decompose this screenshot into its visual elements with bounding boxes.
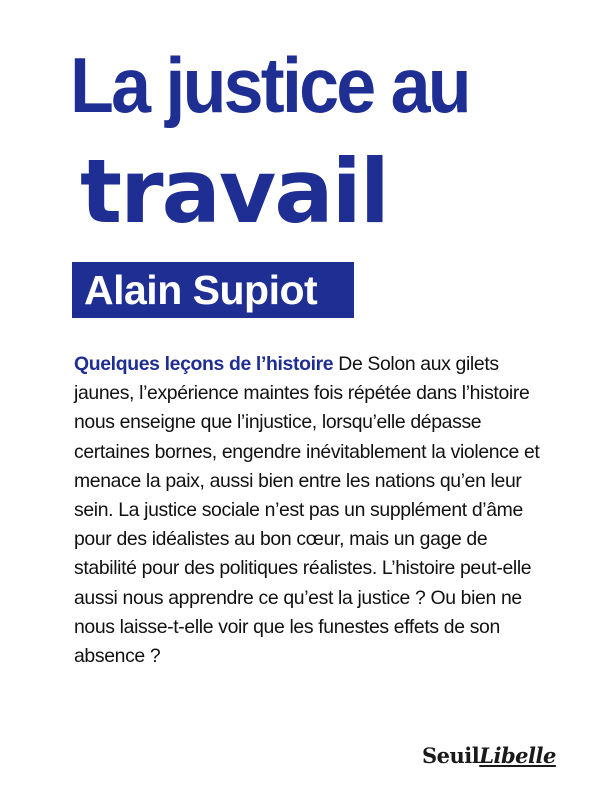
title-line-1: La justice au: [70, 41, 469, 129]
publisher-logo: [422, 744, 556, 768]
back-blurb: [74, 350, 554, 671]
author-name: Alain Supiot: [84, 267, 318, 313]
publisher-name: Seuil: [422, 743, 480, 768]
blurb-body: De Solon aux gilets jaunes, l’expérience maintes fois répétée dans l’histoire nous enseigne que l’injustice, lorsqu’elle dépasse certaines bornes, engendre inévitablement la violence et menace la paix, aussi bien entre les nations qu’en leur sein. La justice sociale n’est pas un supplément d’âme pour des idéalistes au bon cœur, mais un gage de stabilité pour des politiques réalistes. L’histoire peut-elle aussi nous apprendre ce qu’est la justice ? Ou bien ne nous laisse-t-elle voir que les funestes effets de son absence ?: [74, 353, 540, 668]
blurb-lead: Quelques leçons de l’histoire: [74, 353, 334, 375]
title-line-2: travail: [80, 140, 388, 243]
imprint-name: Libelle: [479, 743, 556, 768]
